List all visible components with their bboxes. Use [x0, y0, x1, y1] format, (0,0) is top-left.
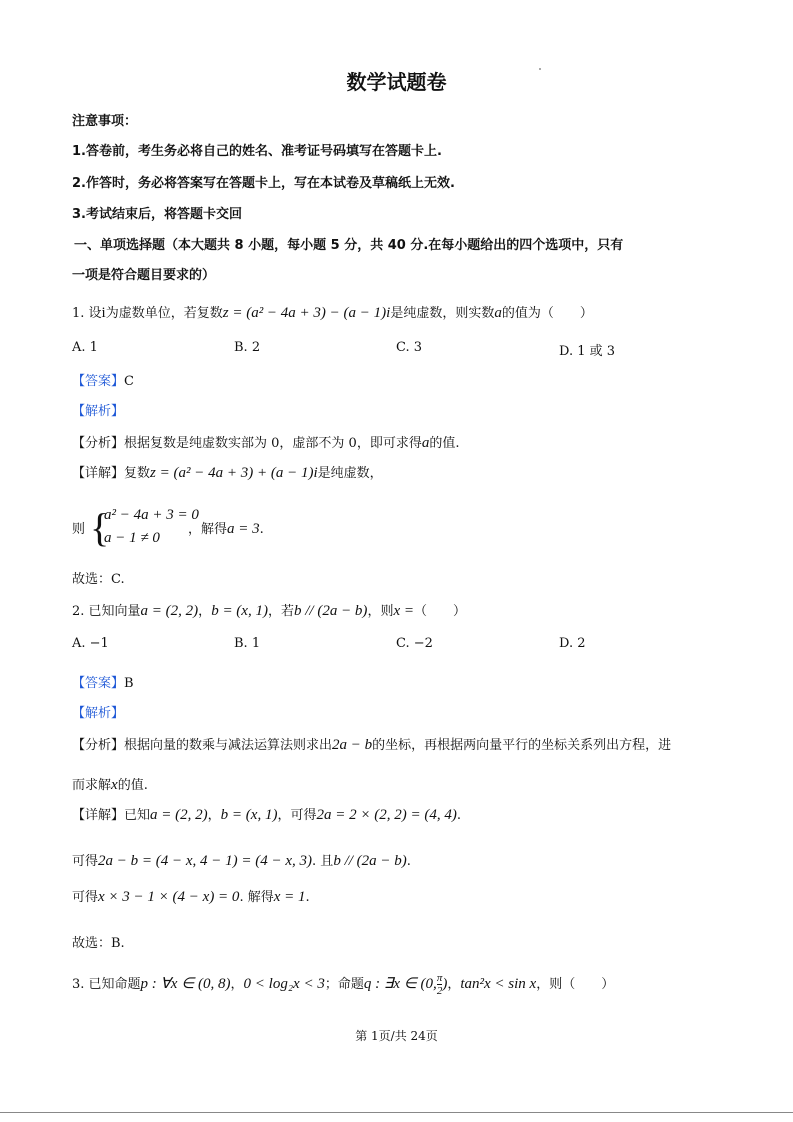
page-footer: 第 1页/共 24页	[355, 1029, 438, 1043]
q2-fenxi-text: 的值.	[117, 778, 148, 793]
q3-tan-inequality: tan²x < sin x	[460, 976, 537, 992]
q1-system-result	[188, 518, 264, 538]
q2-detail-vector-a: a = (2, 2)	[150, 807, 208, 823]
q2-detail-expr2: 2a − b = (4 − x, 4 − 1) = (4 − x, 3)	[98, 853, 313, 869]
q2-answer	[72, 672, 134, 691]
q1-system-text: ，解得	[188, 522, 228, 537]
q1-stem	[72, 302, 593, 322]
q2-stem	[72, 600, 466, 620]
q2-stem-text: 2. 已知向量	[72, 604, 141, 619]
section-1-heading-line2: 一项是符合题目要求的）	[72, 268, 216, 283]
q3-interval-close: )	[442, 976, 448, 992]
q1-option-d: D. 1 或 3	[559, 344, 616, 359]
q1-fenxi-text: 的值.	[429, 436, 460, 451]
q1-answer-value: C	[124, 374, 134, 389]
q2-detail-text: .	[456, 808, 461, 823]
q2-detail-line3	[72, 886, 310, 906]
q2-detail-text: . 且	[312, 854, 334, 869]
q1-fenxi	[72, 432, 459, 452]
q2-vector-b: b = (x, 1)	[211, 603, 268, 619]
q3-stem-text: ，则（ ）	[536, 977, 615, 992]
q2-detail-equation: x × 3 − 1 × (4 − x) = 0	[98, 889, 240, 905]
q1-answer-tag: 【答案】	[72, 374, 125, 389]
q2-option-d: D. 2	[559, 636, 586, 651]
q1-system-line1: a² − 4a + 3 = 0	[104, 507, 199, 523]
q2-stem-text: ，若	[267, 604, 294, 619]
q3-stem	[72, 972, 614, 997]
q2-choose: 故选：B.	[72, 936, 125, 951]
q1-option-a: A. 1	[72, 340, 98, 355]
q2-detail-vector-b: b = (x, 1)	[220, 807, 278, 823]
q1-system-text: .	[259, 522, 264, 537]
section-1-heading-line1: 一、单项选择题（本大题共 8 小题，每小题 5 分，共 40 分.在每小题给出的四个选项中，只有	[74, 238, 624, 253]
q2-detail-line2	[72, 850, 411, 870]
q1-stem-text: 为虚数单位，若复数	[105, 306, 223, 321]
q2-stem-text: ，	[198, 604, 212, 619]
q3-stem-text: 3. 已知命题	[72, 977, 141, 992]
q3-frac-den: 2	[436, 985, 443, 997]
q2-detail-text: .	[406, 854, 411, 869]
q1-complex-expr: z = (a² − 4a + 3) − (a − 1)i	[222, 305, 391, 321]
q2-detail-line1	[72, 804, 461, 824]
q1-equation-system	[90, 504, 199, 550]
q3-proposition-p: p : ∀x ∈ (0, 8)	[140, 976, 231, 992]
q3-stem-text: ，	[447, 977, 461, 992]
q2-fenxi-text: 的坐标，再根据两向量平行的坐标关系列出方程，进	[372, 738, 672, 753]
q1-result-expr: a = 3	[227, 521, 260, 537]
q2-detail-text: 可得	[72, 854, 99, 869]
q2-fenxi-line1	[72, 734, 671, 754]
q1-imag-unit: i	[101, 305, 106, 321]
q2-detail-text: ，可得	[277, 808, 317, 823]
q2-detail-text: .	[305, 890, 310, 905]
q1-fenxi-tag: 【分析】	[72, 436, 125, 451]
q2-analysis-tag: 【解析】	[72, 706, 125, 721]
q1-system-line2: a − 1 ≠ 0	[104, 530, 160, 546]
q1-analysis-tag: 【解析】	[72, 404, 125, 419]
q1-option-c: C. 3	[396, 340, 423, 355]
notice-item-3: 3.考试结束后，将答题卡交回	[72, 207, 242, 222]
q2-fenxi-line2	[72, 774, 148, 794]
q1-choose: 故选：C.	[72, 572, 125, 587]
q1-fenxi-text: 根据复数是纯虚数实部为 0，虚部不为 0，即可求得	[124, 436, 422, 451]
q2-option-a: A. −1	[72, 636, 109, 651]
q2-answer-value: B	[124, 676, 134, 691]
q1-system-prefix: 则	[72, 522, 86, 537]
notice-item-2: 2.作答时，务必将答案写在答题卡上，写在本试卷及草稿纸上无效.	[72, 176, 455, 191]
q2-stem-text: （ ）	[413, 604, 466, 619]
q2-answer-tag: 【答案】	[72, 676, 125, 691]
q2-detail-text: 可得	[72, 890, 99, 905]
q3-proposition-q: q : ∃x ∈ (0,	[363, 976, 437, 992]
q1-stem-text: 的值为（ ）	[501, 306, 593, 321]
q2-detail-expr: 2a = 2 × (2, 2) = (4, 4)	[316, 807, 457, 823]
q2-parallel-expr: b // (2a − b)	[293, 603, 368, 619]
q2-detail-result: x = 1	[273, 889, 306, 905]
q2-fenxi-tag: 【分析】	[72, 738, 125, 753]
q2-detail-text: ，	[207, 808, 221, 823]
q2-detail-text: . 解得	[239, 890, 274, 905]
brace-icon: {	[90, 505, 110, 550]
q2-fenxi-text: 根据向量的数乘与减法运算法则求出	[124, 738, 333, 753]
q3-log-inequality: 0 < log₂x < 3	[243, 976, 325, 992]
q1-stem-text: 是纯虚数，则实数	[390, 306, 495, 321]
q1-fenxi-variable: a	[421, 435, 430, 451]
q2-option-b: B. 1	[234, 636, 261, 651]
q2-fenxi-expr: 2a − b	[332, 737, 373, 753]
notice-item-1: 1.答卷前，考生务必将自己的姓名、准考证号码填写在答题卡上.	[72, 144, 442, 159]
q1-detail-text: 是纯虚数，	[317, 466, 383, 481]
q1-detail-tag: 【详解】	[72, 466, 125, 481]
q1-detail-text: 复数	[124, 466, 151, 481]
q3-stem-text: ，	[230, 977, 244, 992]
q2-x-expr: x =	[393, 603, 414, 619]
q1-detail-expr: z = (a² − 4a + 3) + (a − 1)i	[150, 465, 318, 481]
notice-heading: 注意事项：	[72, 114, 138, 129]
q2-detail-text: 已知	[124, 808, 151, 823]
q1-stem-text: 1. 设	[72, 306, 102, 321]
q1-variable: a	[494, 305, 502, 321]
q2-fenxi-text: 而求解	[72, 778, 112, 793]
q3-frac-num: π	[436, 972, 443, 984]
bottom-divider	[0, 1112, 793, 1113]
q2-detail-parallel: b // (2a − b)	[333, 853, 407, 869]
q1-option-b: B. 2	[234, 340, 261, 355]
page-title: 数学试题卷	[346, 70, 447, 94]
q3-stem-text: ；命题	[324, 977, 364, 992]
q1-detail	[72, 462, 383, 482]
q1-answer	[72, 370, 134, 389]
q2-fenxi-variable: x	[111, 777, 118, 793]
q2-stem-text: ，则	[367, 604, 394, 619]
q2-vector-a: a = (2, 2)	[140, 603, 199, 619]
q2-detail-tag: 【详解】	[72, 808, 125, 823]
q2-option-c: C. −2	[396, 636, 433, 651]
